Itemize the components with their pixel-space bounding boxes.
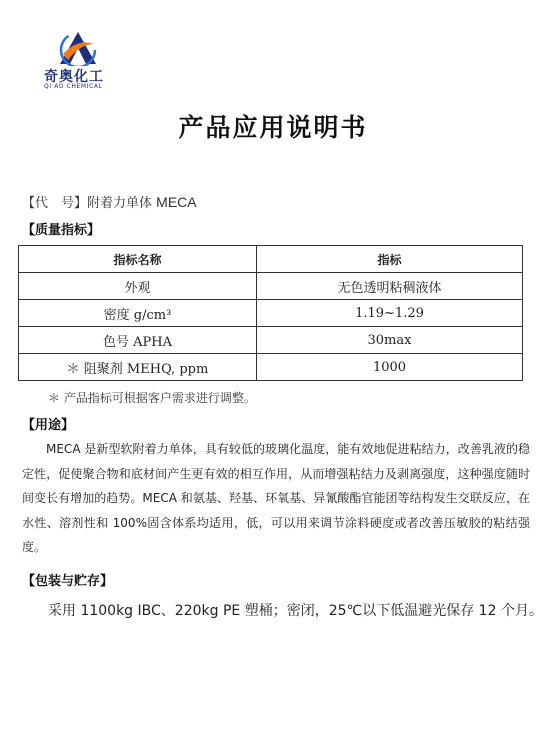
storage-heading: 【包装与贮存】 (22, 574, 114, 589)
page-title: 产品应用说明书 (178, 113, 368, 142)
usage-paragraph: MECA 是新型软附着力单体，具有较低的玻璃化温度，能有效地促进粘结力，改善乳液的稳定性，促使聚合物和底材间产生更有效的相互作用，从而增强粘结力及剥离强度，这种强度随时间变长有增加的趋势。MECA 和氨基、羟基、环氧基、异氰酸酯官能团等结构发生交联反应，在水性、溶剂性和 100%固含体系均适用，低，可以用来调节涂料硬度或者改善压敏胶的粘结强度。 (22, 442, 530, 554)
table-row (19, 327, 523, 354)
row-name: 色号 APHA (19, 327, 257, 354)
row-spec: 1.19~1.29 (257, 300, 523, 327)
usage-heading: 【用途】 (22, 418, 75, 433)
product-name: 附着力单体 (87, 196, 153, 211)
row-name: ＊ 阻聚剂 MEHQ, ppm (19, 354, 257, 381)
header-spec: 指标 (257, 246, 523, 273)
product-code-line (22, 192, 197, 211)
row-spec: 无色透明粘稠液体 (257, 273, 523, 300)
company-name-cn: 奇奥化工 (44, 69, 104, 85)
table-row (19, 354, 523, 381)
row-name: 外观 (19, 273, 257, 300)
storage-text: 采用 1100kg IBC、220kg PE 塑桶；密闭，25℃以下低温避光保存 12 个月。 (48, 603, 543, 619)
header-name: 指标名称 (19, 246, 257, 273)
product-code-value: MECA (156, 194, 197, 210)
table-note: ＊ 产品指标可根据客户需求进行调整。 (48, 391, 256, 405)
table-row (19, 273, 523, 300)
company-name-en: QI AO CHEMICAL (44, 83, 103, 90)
company-logo-icon (58, 30, 98, 66)
table-header-row (19, 246, 523, 273)
product-code-label: 【代 号】 (22, 196, 88, 211)
quality-table (18, 245, 523, 381)
quality-heading: 【质量指标】 (22, 223, 101, 238)
table-row (19, 300, 523, 327)
row-name: 密度 g/cm³ (19, 300, 257, 327)
row-spec: 30max (257, 327, 523, 354)
company-logo (44, 30, 144, 90)
row-spec: 1000 (257, 354, 523, 381)
